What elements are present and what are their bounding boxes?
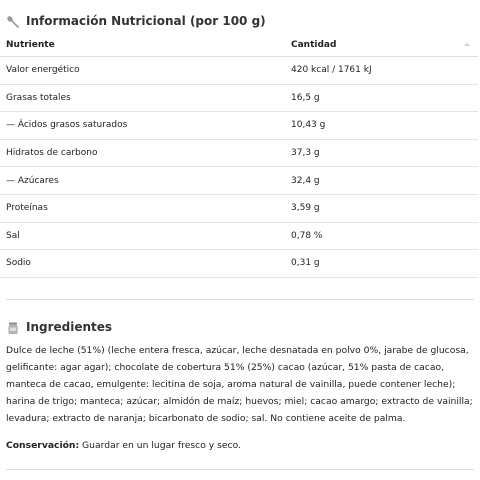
quantity-cell: 0,31 g bbox=[291, 250, 478, 278]
column-header-nutrient[interactable]: Nutriente bbox=[0, 34, 291, 57]
quantity-cell: 10,43 g bbox=[291, 112, 478, 140]
column-header-quantity[interactable] bbox=[291, 34, 478, 57]
quantity-cell: 32,4 g bbox=[291, 167, 478, 195]
table-row bbox=[0, 222, 478, 250]
nutrient-cell: Sal bbox=[0, 222, 291, 250]
table-row bbox=[0, 250, 478, 278]
quantity-cell: 0,78 % bbox=[291, 222, 478, 250]
quantity-cell: 3,59 g bbox=[291, 194, 478, 222]
table-row bbox=[0, 139, 478, 167]
nutrient-cell: Grasas totales bbox=[0, 84, 291, 112]
table-row bbox=[0, 112, 478, 140]
nutrient-cell: Valor energético bbox=[0, 57, 291, 85]
table-row bbox=[0, 194, 478, 222]
quantity-cell: 37,3 g bbox=[291, 139, 478, 167]
conservation-label: Conservación: bbox=[6, 440, 80, 451]
table-row bbox=[0, 84, 478, 112]
nutrition-header bbox=[6, 14, 266, 28]
quantity-cell: 420 kcal / 1761 kJ bbox=[291, 57, 478, 85]
ingredients-text: Dulce de leche (51%) (leche entera fresca, azúcar, leche desnatada en polvo 0%, jarabe de glucosa, gelificante: agar agar); chocolate de cobertura 51% (25%) cacao (azúcar, 51% pasta de cacao, manteca de cacao, emulgente: lecitina de soja, aroma natural de vainilla, puede contener leche); harina de trigo; manteca; azúcar; almidón de maíz; huevos; miel; cacao amargo; extracto de vainilla; levadura; extracto de naranja; bicarbonato de sodio; sal. No contiene aceite de palma. bbox=[6, 345, 473, 424]
jar-icon bbox=[6, 320, 20, 334]
nutrient-cell: — Azúcares bbox=[0, 167, 291, 195]
ingredients-title: Ingredientes bbox=[26, 320, 113, 334]
nutrition-table bbox=[0, 34, 478, 278]
table-row bbox=[0, 57, 478, 85]
sort-arrow-icon[interactable] bbox=[464, 43, 470, 46]
table-row bbox=[0, 167, 478, 195]
nutrition-title: Información Nutricional (por 100 g) bbox=[26, 14, 266, 28]
table-header-row bbox=[0, 34, 478, 57]
nutrient-cell: — Ácidos grasos saturados bbox=[0, 112, 291, 140]
nutrient-cell: Proteínas bbox=[0, 194, 291, 222]
section-divider bbox=[6, 469, 474, 470]
nutrient-cell: Sodio bbox=[0, 250, 291, 278]
nutrient-cell: Hidratos de carbono bbox=[0, 139, 291, 167]
conservation-text: Guardar en un lugar fresco y seco. bbox=[79, 440, 241, 451]
quantity-cell: 16,5 g bbox=[291, 84, 478, 112]
spoon-icon bbox=[6, 14, 20, 28]
conservation-line bbox=[6, 437, 474, 454]
column-header-quantity-label: Cantidad bbox=[291, 40, 337, 50]
ingredients-header bbox=[6, 320, 112, 334]
section-divider bbox=[6, 299, 474, 300]
